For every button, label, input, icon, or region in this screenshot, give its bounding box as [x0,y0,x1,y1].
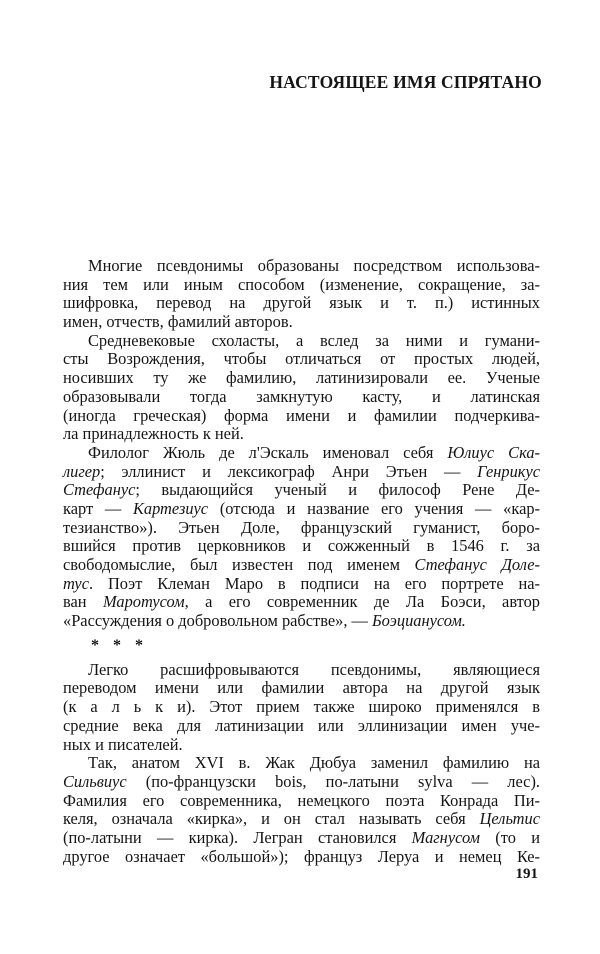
text-segment: ; выдающийся ученый и философ Рене Де- [135,480,540,500]
text-segment: Фамилия его современника, немецкого поэта Конрада Пи- [63,790,540,810]
text-line [63,388,540,407]
body-text [63,257,540,866]
paragraph [63,257,540,332]
chapter-title: НАСТОЯЩЕЕ ИМЯ СПРЯТАНО [269,72,542,92]
text-line [63,773,540,792]
text-line [63,369,540,388]
italic-name: Магнусом [411,827,480,847]
text-segment: ; эллинист и лексикограф Анри Этьен — [100,461,478,481]
text-line [63,425,540,444]
italic-name: Стефанус [63,480,136,500]
text-segment: Филолог Жюль де л'Эскаль именовал себя [88,442,448,462]
italic-name: Боэцианусом. [372,611,466,631]
text-line [63,519,540,538]
text-segment: свободомыслие, был известен под именем [63,555,415,574]
paragraph [63,332,540,444]
text-line [63,500,540,519]
text-segment: (к а л ь к и). Этот прием также широко применялся в [63,697,540,717]
text-segment: носивших ту же фамилию, латинизировали ее. Ученые [63,368,540,388]
text-line [63,463,540,482]
section-separator: * * * [91,636,143,654]
text-segment: карт — [63,498,133,518]
text-line [63,481,540,500]
text-line [63,575,540,594]
text-line [63,257,540,276]
text-segment: ния тем или иным способом (изменение, сокращение, за- [63,274,540,294]
text-line [63,736,540,755]
text-line [63,848,540,867]
paragraph [63,661,540,754]
text-segment: Так, анатом XVI в. Жак Дюбуа заменил фамилию на [88,753,540,773]
text-segment: (по-латыни — кирка). Легран становился [63,827,412,847]
text-segment: ла принадлежность к ней. [63,424,244,444]
text-line [63,661,540,680]
text-segment: (отсюда и название его учения — «кар- [208,498,540,518]
text-segment: имен, отчеств, фамилий авторов. [63,312,293,332]
italic-name: Сильвиус [63,771,127,791]
text-line [63,612,540,631]
text-segment: шифровка, перевод на другой язык и т. п.) истинных [63,293,540,313]
text-segment: «Рассуждения о добровольном рабстве», — [63,611,373,631]
text-segment: тезианство»). Этьен Доле, французский гуманист, боро- [63,517,540,537]
paragraph [63,754,540,866]
text-segment: переводом имени или фамилии автора на другой язык [63,678,540,698]
text-segment: . Поэт Клеман Маро в подписи на его портрете на- [88,573,540,593]
text-line [63,444,540,463]
text-line [63,679,540,698]
text-line [63,792,540,811]
text-line [63,350,540,369]
text-line [63,593,540,612]
italic-name: Маротусом [102,592,185,612]
page-number: 191 [515,866,538,882]
text-line [63,276,540,295]
text-line [63,717,540,736]
text-line [63,313,540,332]
text-segment: образовывали тогда замкнутую касту, и латинская [63,386,540,406]
text-line [63,754,540,773]
text-line [63,829,540,848]
text-segment: ван [63,592,103,612]
text-line [63,294,540,313]
text-segment: средние века для латинизации или эллинизации имен уче- [63,715,540,735]
text-segment: (иногда греческая) форма имени и фамилии подчеркива- [63,405,540,425]
italic-name: тус [63,573,89,593]
text-line [63,698,540,717]
italic-name: Юлиус Ска- [447,442,540,462]
text-segment: Многие псевдонимы образованы посредством использова- [88,256,540,275]
text-segment: Легко расшифровываются псевдонимы, являющиеся [88,659,540,679]
italic-name: Стефанус Доле- [414,555,540,574]
text-segment: , а его современник де Ла Боэси, автор [184,592,540,612]
text-segment: другое означает «большой»); француз Леруа и немец Ке- [63,846,540,866]
italic-name: лигер [63,461,101,481]
text-line [63,332,540,351]
text-line [63,407,540,426]
text-line [63,810,540,829]
text-segment: вшийся против церковников и сожженный в 1546 г. за [63,536,540,556]
paragraph [63,444,540,631]
text-line [63,556,540,575]
italic-name: Картезиус [132,498,209,518]
text-segment: ных и писателей. [63,734,183,754]
italic-name: Генрикус [477,461,540,481]
text-segment: (по-французски bois, по-латыни sylva — лес). [126,771,540,791]
text-segment: келя, означала «кирка», и он стал называть себя [63,809,480,829]
text-segment: Средневековые схоласты, а вслед за ними и гумани- [88,330,540,350]
text-segment: (то и [480,827,540,847]
italic-name: Цельтис [479,809,540,829]
text-segment: сты Возрождения, чтобы отличаться от простых людей, [63,349,540,369]
text-line [63,537,540,556]
